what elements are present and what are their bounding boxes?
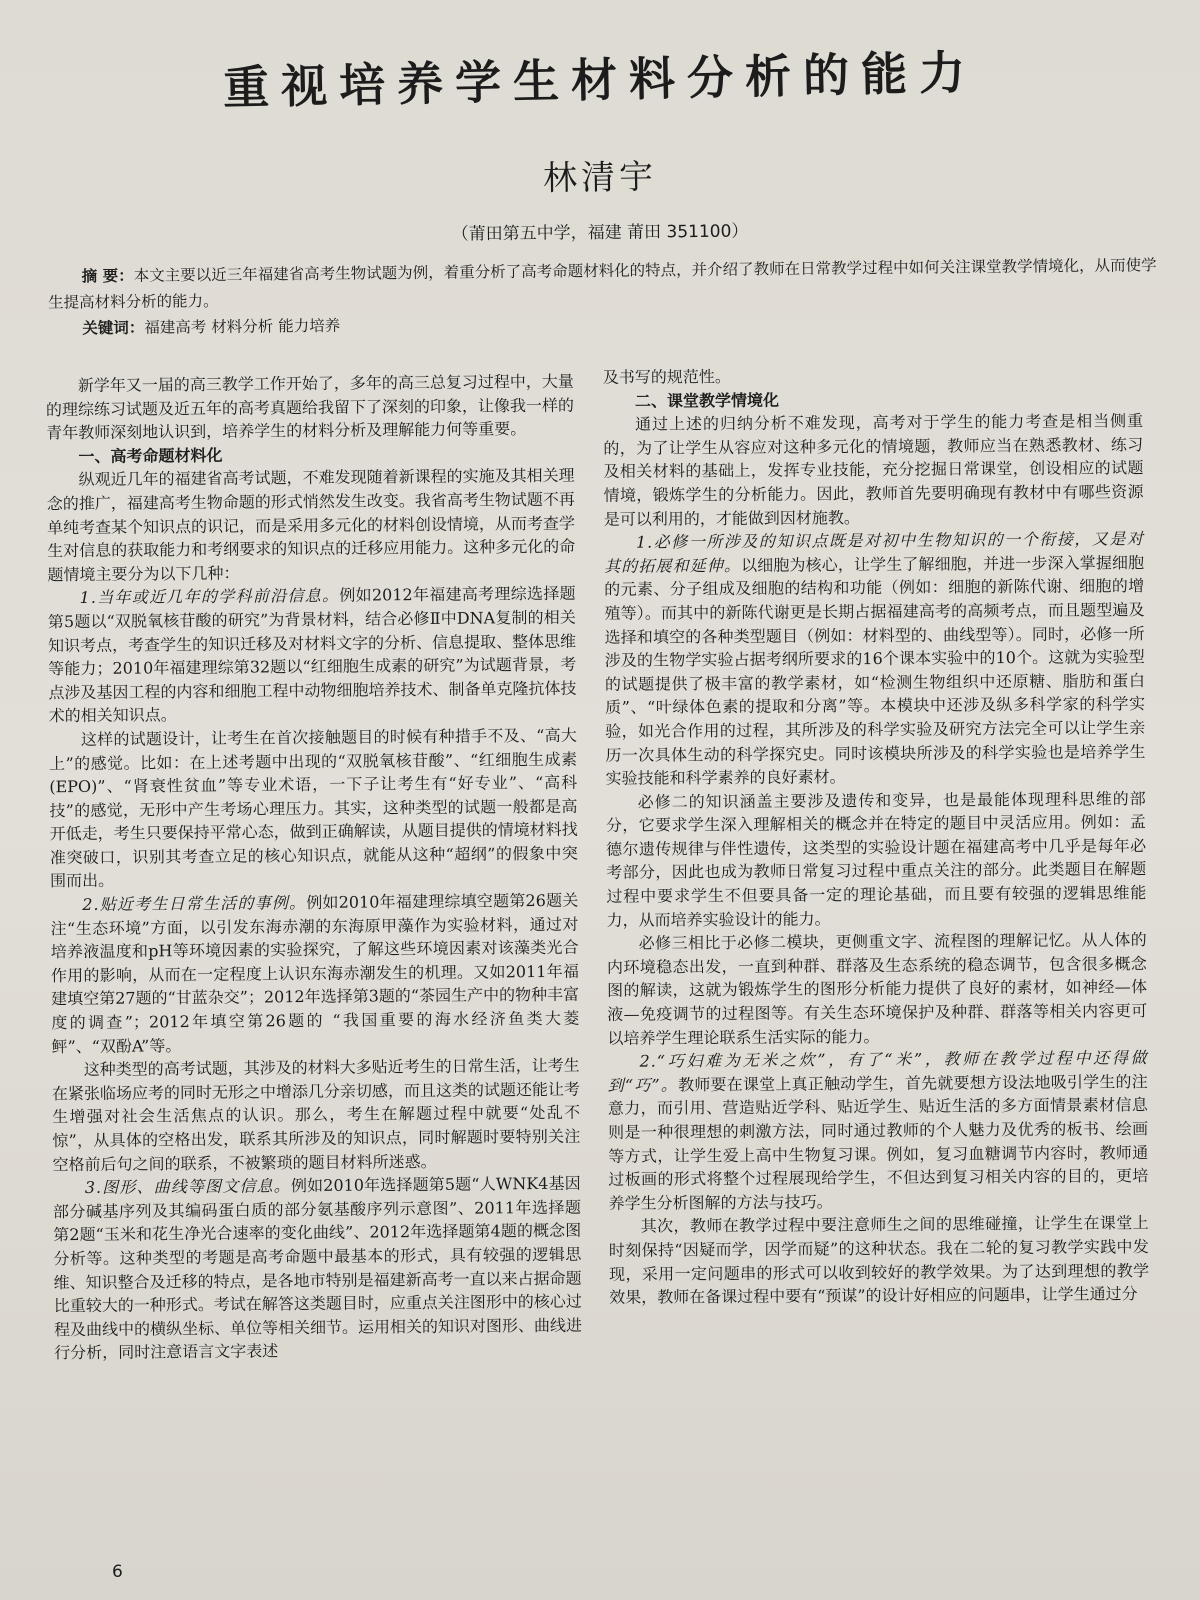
body-paragraph: 其次，教师在教学过程中要注意师生之间的思维碰撞，让学生在课堂上时刻保持“因疑而学，因学而疑”的这种状态。我在二轮的复习教学实践中发现，采用一定问题串的形式可以收到较好的教学效果。为了达到理想的教学效果，教师在备课过程中要有“预谋”的设计好相应的问题串，让学生通过分 bbox=[608, 1213, 1150, 1308]
item-lead: 1.必修一所涉及的知识点既是对初中生物知识的一个衔接，又是对其的拓展和延伸。 bbox=[604, 529, 1144, 576]
section-heading-1: 一、高考命题材料化 bbox=[78, 445, 223, 466]
item-text: 教师要在课堂上真正触动学生，首先就要想方设法地吸引学生的注意力，而引用、营造贴近学科、贴近学生、贴近生活的多方面情景素材信息则是一种很理想的刺激方法，同时通过教师的个人魅力及优秀的板书、绘画等方式，让学生爱上高中生物复习课。例如，复习血糖调节内容时，教师通过板画的形式将整个过程展现给学生，不但达到复习相关内容的目的，更培养学生分析图解的方法与技巧。 bbox=[607, 1071, 1149, 1213]
intro-paragraph: 新学年又一届的高三教学工作开始了，多年的高三总复习过程中，大量的理综练习试题及近五年的高考真题给我留下了深刻的印象，让像我一样的青年教师深刻地认识到，培养学生的材料分析及理解能力何等重要。 bbox=[45, 371, 575, 443]
page-number: 6 bbox=[112, 1562, 123, 1582]
right-column bbox=[603, 362, 1150, 1309]
left-column bbox=[46, 370, 583, 1366]
body-paragraph: 纵观近几年的福建省高考试题，不难发现随着新课程的实施及其相关理念的推广，福建高考生物命题的形式悄然发生改变。我省高考生物试题不再单纯考查某个知识点的识记，而是采用多元化的材料创设情境，从而考查学生对信息的获取能力和考纲要求的知识点的迁移应用能力。这种多元化的命题情境主要分为以下几种： bbox=[46, 466, 576, 585]
item-text: 以细胞为核心，让学生了解细胞，并进一步深入掌握细胞的元素、分子组成及细胞的结构和功能（例如：细胞的新陈代谢、细胞的增殖等）。而其中的新陈代谢更是长期占据福建高考的高频考点，而且题型遍及选择和填空的各种类型题目（例如：材料型的、曲线型等）。同时，必修一所涉及的生物学实验占据考纲所要求的16个课本实验中的10个。这就为实验型的试题提供了极丰富的教学素材，如“检测生物组织中还原糖、脂肪和蛋白质”、“叶绿体色素的提取和分离”等。本模块中还涉及纵多科学家的科学实验，如光合作用的过程，其所涉及的科学实验及研究方法完全可以让学生亲历一次具体生动的科学探究史。同时该模块所涉及的科学实验也是培养学生实验技能和科学素养的良好素材。 bbox=[604, 552, 1146, 788]
body-paragraph: 这种类型的高考试题，其涉及的材料大多贴近考生的日常生活，让考生在紧张临场应考的同时无形之中增添几分亲切感，而且这类的试题还能让考生增强对社会生活焦点的认识。那么，考生在解题过程中就要“处乱不惊”，从具体的空格出发，联系其所涉及的知识点，同时解题时要特别关注空格前后句之间的联系，不被繁琐的题目材料所迷惑。 bbox=[51, 1055, 581, 1174]
item-lead: 3.图形、曲线等图文信息。 bbox=[84, 1176, 292, 1198]
item-text: 例如2010年福建理综填空题第26题关注“生态环境”方面，以引发东海赤潮的东海原甲藻作为实验材料，通过对培养液温度和pH等环境因素的实验探究，了解这些环境因素对该藻类光合作用的影响，从而在一定程度上认识东海赤潮发生的机理。又如2011年福建填空第27题的“甘蓝杂交”；2012年选择第3题的“茶园生产中的物种丰富度的调查”；2012年填空第26题的 “我国重要的海水经济鱼类大菱鲆”、“双酚A”等。 bbox=[50, 890, 580, 1056]
body-paragraph: 必修二的知识涵盖主要涉及遗传和变异，也是最能体现理科思维的部分，它要求学生深入理解相关的概念并在特定的题目中灵活应用。例如：孟德尔遗传规律与伴性遗传，这类型的实验设计题在福建高考中几乎是每年必考部分，因此也成为教师日常复习过程中重点关注的部分。此类题目在解题过程中要求学生不但要具备一定的理论基础，而且要有较强的逻辑思维能力，从而培养实验设计的能力。 bbox=[605, 788, 1147, 930]
item-lead: 2.“巧妇难为无米之炊”，有了“米”，教师在教学过程中还得做到“巧”。 bbox=[607, 1048, 1148, 1095]
item-lead: 2.贴近考生日常生活的事例。 bbox=[82, 893, 307, 915]
item-lead: 1.当年或近几年的学科前沿信息。 bbox=[79, 586, 340, 608]
article-title: 重视培养学生材料分析的能力 bbox=[222, 45, 978, 115]
body-paragraph: 必修三相比于必修二模块，更侧重文字、流程图的理解记忆。从人体的内环境稳态出发，一直到种群、群落及生态系统的稳态调节，包含很多概念图的解读，这就为锻炼学生的图形分析能力提供了良好的素材，如神经—体液—免疫调节的过程图等。有关生态环境保护及种群、群落等相关内容更可以培养学生理论联系生活实际的能力。 bbox=[606, 930, 1148, 1048]
body-paragraph bbox=[607, 1046, 1148, 1215]
body-paragraph bbox=[604, 527, 1146, 790]
keywords-text: 福建高考 材料分析 能力培养 bbox=[144, 316, 341, 337]
item-text: 例如2012年福建高考理综选择题第5题以“双脱氧核苷酸的研究”为背景材料，结合必修Ⅱ中DNA复制的相关知识考点，考查学生的知识迁移及对材料文字的分析、信息提取、整体思维等能力；2010年福建理综第32题以“红细胞生成素的研究”为试题背景，考点涉及基因工程的内容和细胞工程中动物细胞培养技术、制备单克隆抗体技术的相关知识点。 bbox=[47, 584, 577, 726]
author-name: 林清宇 bbox=[542, 157, 658, 199]
body-paragraph bbox=[48, 582, 577, 728]
body-paragraph: 这样的试题设计，让考生在首次接触题目的时候有种措手不及、“高大上”的感觉。比如：在上述考题中出现的“双脱氧核苷酸”、“红细胞生成素(EPO)”、“肾衰性贫血”等专业术语，一下子让考生有“好专业”、“高科技”的感觉，无形中产生考场心理压力。其实，这种类型的试题一般都是高开低走，考生只要保持平常心态，做到正确解读，从题目提供的情境材料找准突破口，识别其考查立足的核心知识点，就能从这种“超纲”的假象中突围而出。 bbox=[48, 725, 578, 891]
body-paragraph bbox=[53, 1172, 583, 1365]
author-affiliation: （莆田第五中学，福建 莆田 351100） bbox=[451, 221, 749, 245]
keywords-label: 关键词： bbox=[82, 318, 145, 338]
body-paragraph: 通过上述的归纳分析不难发现，高考对于学生的能力考查是相当侧重的，为了让学生从容应对这种多元化的情境题，教师应当在熟悉教材、练习及相关材料的基础上，发挥专业技能，充分挖掘日常课堂，创设相应的试题情境，锻炼学生的分析能力。因此，教师首先要明确现有教材中有哪些资源是可以利用的，才能做到因材施教。 bbox=[603, 411, 1144, 529]
abstract-label: 摘 要： bbox=[81, 266, 134, 286]
body-paragraph bbox=[50, 889, 579, 1059]
abstract-block bbox=[48, 252, 1159, 342]
item-text: 例如2010年选择题第5题“人WNK4基因部分碱基序列及其编码蛋白质的部分氨基酸序列示意图”、2011年选择题第2题“玉米和花生净光合速率的变化曲线”、2012年选择题第4题的概念图分析等。这种类型的考题是高考命题中最基本的形式，具有较强的逻辑思维、知识整合及迁移的特点，是各地市特别是福建新高考一直以来占据命题比重较大的一种形式。考试在解答这类题目时，应重点关注图形中的核心过程及曲线中的横纵坐标、单位等相关细节。运用相关的知识对图形、曲线进行分析，同时注意语言文字表述 bbox=[52, 1173, 583, 1363]
continued-paragraph: 及书写的规范性。 bbox=[602, 367, 731, 387]
section-heading-2: 二、课堂教学情境化 bbox=[634, 390, 780, 411]
abstract-text: 本文主要以近三年福建省高考生物试题为例，着重分析了高考命题材料化的特点，并介绍了教师在日常教学过程中如何关注课堂教学情境化，从而使学生提高材料分析的能力。 bbox=[47, 256, 1157, 312]
